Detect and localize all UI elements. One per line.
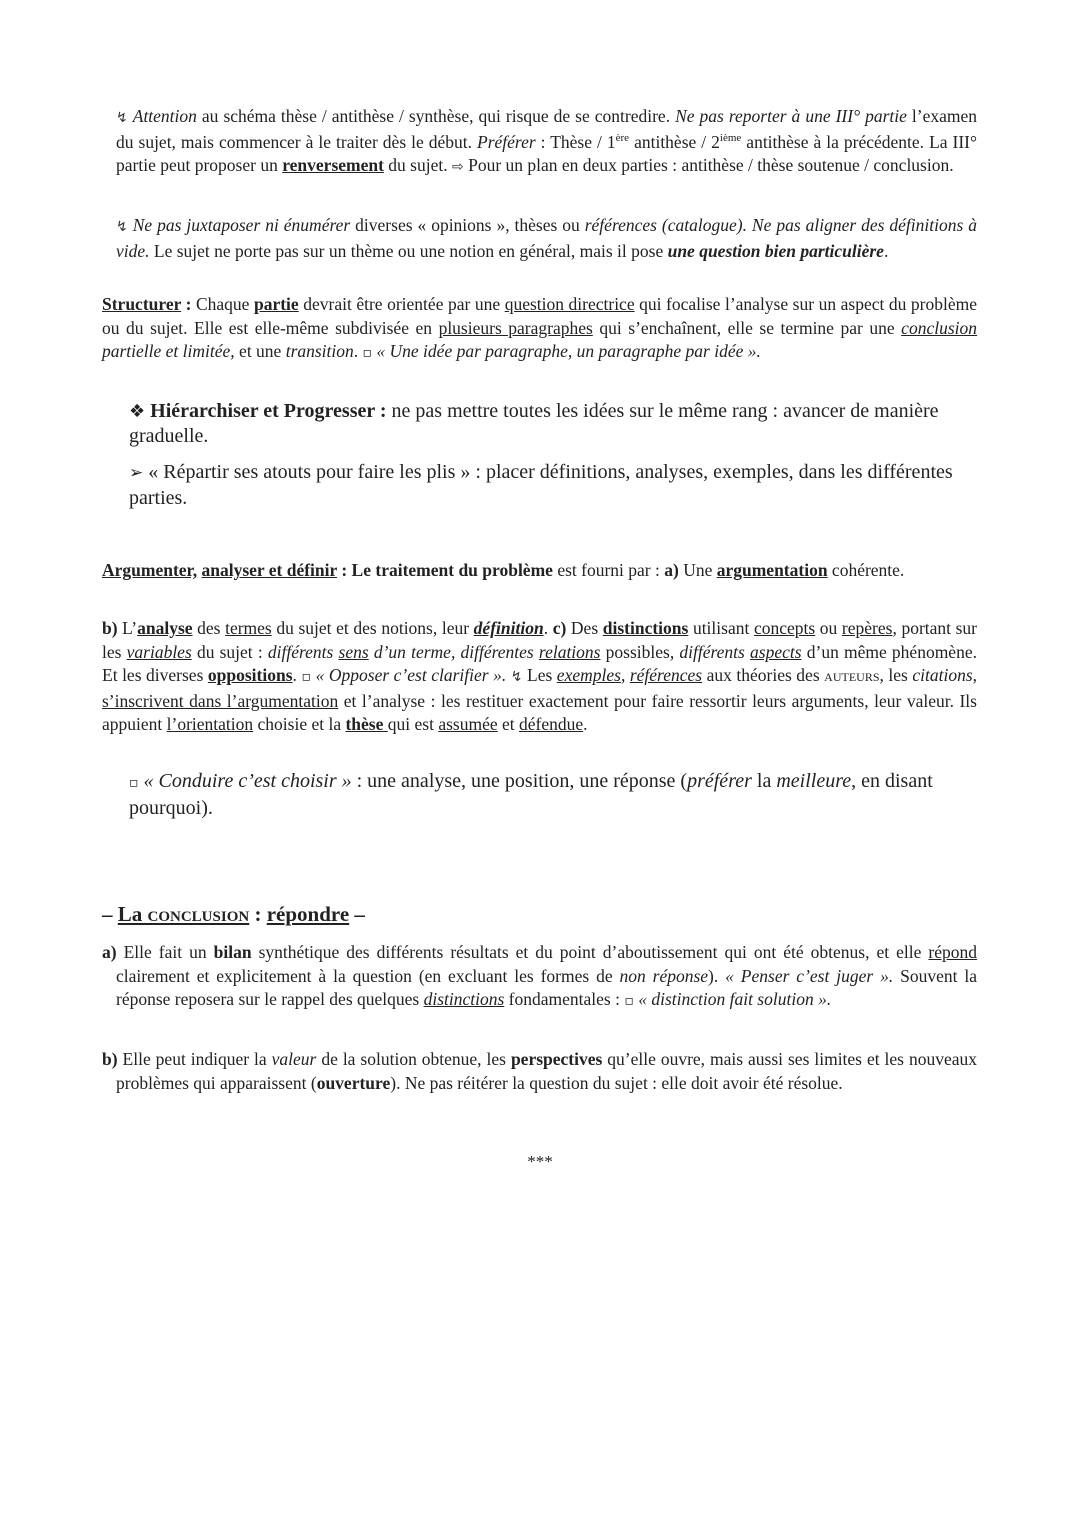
conclusion-heading: – La conclusion : répondre – [102,902,365,926]
structurer-paragraph: Structurer : Chaque partie devrait être orientée par une question directrice qui focalise l’analyse sur un aspect du problème ou du sujet. Elle est elle-même subdivisée en plusieurs paragraphes qui s’enchaînent, elle se termine par une conclusion partielle et limitée, et une transition. ▫ « Une idée par paragraphe, un paragraphe par idée ». [102,294,978,361]
small-square-icon: ▫ [362,345,373,361]
diamond-bullet-icon: ❖ [129,401,146,422]
conclusion-a-paragraph: a) Elle fait un bilan synthétique des différents résultats et du point d’aboutissement qui ont été obtenus, et elle répond clairement et explicitement à la question (en excluant les formes de non réponse). « Penser c’est juger ». Souvent la réponse reposera sur le rappel des quelques distinctions fondamentales : ▫ « distinction fait solution ». [102,942,977,1009]
conclusion-b-paragraph: b) Elle peut indiquer la valeur de la solution obtenue, les perspectives qu’elle ouvre, mais aussi ses limites et les nouveaux problèmes qui apparaissent (ouverture). Ne pas réitérer la question du sujet : elle doit avoir été résolue. [102,1049,977,1093]
small-square-icon: ▫ [129,775,139,791]
conduire-paragraph: ▫ « Conduire c’est choisir » : une analyse, une position, une réponse (préférer la meilleure, en disant pourquoi). [129,770,933,819]
section-separator: *** [527,1152,553,1171]
lightning-arrow-icon: ↯ [116,110,128,126]
hierarchiser-paragraph: ❖ Hiérarchiser et Progresser : ne pas mettre toutes les idées sur le même rang : avancer de manière graduelle. [129,400,939,447]
attention-paragraph: ↯ Attention au schéma thèse / antithèse / synthèse, qui risque de se contredire. Ne pas reporter à une III° partie l’examen du sujet, mais commencer à le traiter dès le début. Préférer : Thèse / 1ère antithèse / 2ième antithèse à la précédente. La III° partie peut proposer un renversement du sujet. ⇨ Pour un plan en deux parties : antithèse / thèse soutenue / conclusion. [116,106,978,175]
juxtaposition-paragraph: ↯ Ne pas juxtaposer ni énumérer diverses « opinions », thèses ou références (catalogue). Ne pas aligner des définitions à vide. Le sujet ne porte pas sur un thème ou une notion en général, mais il pose une question bien particulière. [116,215,978,261]
analyse-paragraph: b) L’analyse des termes du sujet et des notions, leur définition. c) Des distinctions utilisant concepts ou repères, portant sur les variables du sujet : différents sens d’un terme, différentes relations possibles, différents aspects d’un même phénomène. Et les diverses oppositions. ▫ « Opposer c’est clarifier ». ↯ Les exemples, références aux théories des auteurs, les citations, s’inscrivent dans l’argumentation et l’analyse : les restituer exactement pour faire ressortir leurs arguments, leur valeur. Ils appuient l’orientation choisie et la thèse qui est assumée et défendue. [102,618,978,734]
small-square-icon: ▫ [624,993,634,1009]
lightning-arrow-icon: ↯ [510,669,523,685]
right-arrow-icon: ⇨ [451,159,464,175]
atouts-paragraph: ➢ « Répartir ses atouts pour faire les plis » : placer définitions, analyses, exemples, dans les différentes parties. [129,461,953,509]
argumenter-paragraph: Argumenter, analyser et définir : Le traitement du problème est fourni par : a) Une argumentation cohérente. [102,560,905,580]
lightning-arrow-icon: ↯ [116,219,128,235]
small-square-icon: ▫ [301,669,312,685]
arrowhead-bullet-icon: ➢ [129,463,144,483]
